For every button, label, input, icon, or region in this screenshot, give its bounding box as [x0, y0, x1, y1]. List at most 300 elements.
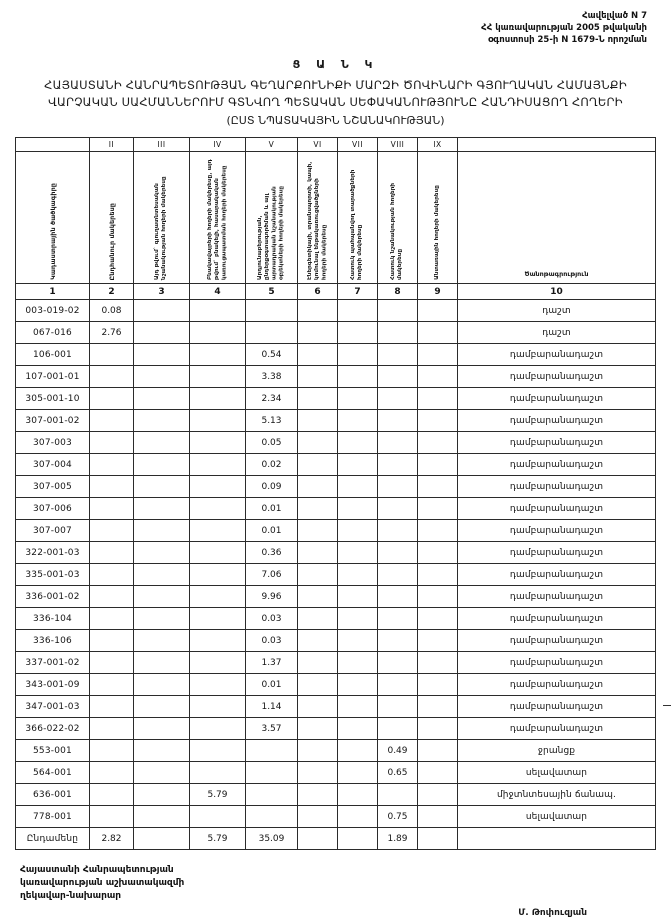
row-c8	[378, 410, 418, 432]
land-registry-table	[15, 137, 656, 850]
document-title-line2: ՎԱՐՉԱԿԱՆ ՍԱՀՄԱՆՆԵՐՈՒՄ ԳՏՆՎՈՂ ՊԵՏԱԿԱՆ ՍԵՓԱԿԱՆՈՒԹՅՈՒՆԸ ՀԱՆԴԻՍԱՑՈՂ ՀՈՂԵՐԻ	[48, 95, 623, 109]
row-c4	[190, 718, 246, 740]
roman-cell-8: VIII	[378, 138, 418, 152]
roman-cell-5: V	[246, 138, 298, 152]
row-code: 107-001-01	[16, 366, 90, 388]
row-c5	[246, 300, 298, 322]
row-code: 636-001	[16, 784, 90, 806]
row-c9	[418, 322, 458, 344]
row-c7	[338, 674, 378, 696]
header-total-area-label: Ընդհանուր մակերեսը	[107, 202, 116, 280]
row-c4	[190, 520, 246, 542]
row-c2	[90, 520, 134, 542]
row-c3	[134, 300, 190, 322]
row-c2	[90, 542, 134, 564]
row-note: դամբարանադաշտ	[458, 718, 656, 740]
row-c2	[90, 476, 134, 498]
row-c8	[378, 432, 418, 454]
table-row	[16, 740, 656, 762]
signatory-title-line3: ղեկավար-նախարար	[20, 891, 122, 901]
row-c9	[418, 740, 458, 762]
row-c7	[338, 608, 378, 630]
row-c9	[418, 608, 458, 630]
row-c4	[190, 366, 246, 388]
row-c9	[418, 366, 458, 388]
row-c3	[134, 806, 190, 828]
row-c4	[190, 652, 246, 674]
colnum-1: 1	[16, 284, 90, 300]
row-c8	[378, 586, 418, 608]
row-c5: 0.36	[246, 542, 298, 564]
header-settlement	[190, 152, 246, 284]
row-c5: 1.14	[246, 696, 298, 718]
table-row	[16, 564, 656, 586]
header-protected-areas-label: Հատուկ պահպանվող տարածքների հողերի մակերեսը	[350, 169, 364, 280]
row-c2	[90, 366, 134, 388]
row-c3	[134, 740, 190, 762]
row-c9	[418, 410, 458, 432]
table-row	[16, 696, 656, 718]
header-special-purpose	[378, 152, 418, 284]
row-c7	[338, 432, 378, 454]
row-c3	[134, 586, 190, 608]
row-c5: 0.09	[246, 476, 298, 498]
row-c4	[190, 762, 246, 784]
row-c8: 0.49	[378, 740, 418, 762]
table-row	[16, 498, 656, 520]
row-note: դամբարանադաշտ	[458, 630, 656, 652]
row-c5: 0.01	[246, 520, 298, 542]
row-c3	[134, 630, 190, 652]
row-code: 003-019-02	[16, 300, 90, 322]
row-c8	[378, 542, 418, 564]
colnum-10: 10	[458, 284, 656, 300]
row-c6	[298, 454, 338, 476]
colnum-7: 7	[338, 284, 378, 300]
row-c6	[298, 564, 338, 586]
table-row	[16, 784, 656, 806]
row-c9	[418, 718, 458, 740]
row-c4	[190, 564, 246, 586]
row-c7	[338, 300, 378, 322]
row-c3	[134, 718, 190, 740]
row-code: 067-016	[16, 322, 90, 344]
row-note: դամբարանադաշտ	[458, 476, 656, 498]
row-c5: 0.03	[246, 630, 298, 652]
roman-cell-9: IX	[418, 138, 458, 152]
row-c5: 0.05	[246, 432, 298, 454]
row-code: 307-004	[16, 454, 90, 476]
row-note: դամբարանադաշտ	[458, 542, 656, 564]
row-c3	[134, 476, 190, 498]
row-c3	[134, 696, 190, 718]
row-c9	[418, 388, 458, 410]
row-note: ջրանցք	[458, 740, 656, 762]
row-c3	[134, 564, 190, 586]
row-note: դամբարանադաշտ	[458, 454, 656, 476]
colnum-5: 5	[246, 284, 298, 300]
row-note: դաշտ	[458, 300, 656, 322]
row-c4	[190, 608, 246, 630]
row-note: դամբարանադաշտ	[458, 608, 656, 630]
header-total-area	[90, 152, 134, 284]
row-code: 366-022-02	[16, 718, 90, 740]
row-c6	[298, 652, 338, 674]
signatory-title-line2: կառավարության աշխատակազմի	[20, 878, 185, 888]
row-c7	[338, 762, 378, 784]
roman-cell-3: III	[134, 138, 190, 152]
table-row	[16, 388, 656, 410]
row-note: միջտնտեսային ճանապ.	[458, 784, 656, 806]
row-c5	[246, 806, 298, 828]
row-c4	[190, 344, 246, 366]
row-c6	[298, 520, 338, 542]
row-c6	[298, 674, 338, 696]
roman-cell-6: VI	[298, 138, 338, 152]
row-c8	[378, 696, 418, 718]
row-note: դամբարանադաշտ	[458, 410, 656, 432]
row-c2	[90, 608, 134, 630]
table-row	[16, 718, 656, 740]
row-c4	[190, 542, 246, 564]
total-c8: 1.89	[378, 828, 418, 850]
row-code: 335-001-03	[16, 564, 90, 586]
row-c2	[90, 806, 134, 828]
row-c8	[378, 476, 418, 498]
row-c8	[378, 608, 418, 630]
row-c6	[298, 740, 338, 762]
signatory-title-line1: Հայաստանի Հանրապետության	[20, 865, 174, 875]
row-c8	[378, 520, 418, 542]
document-reference-line2: ՀՀ կառավարության 2005 թվականի	[481, 23, 647, 33]
row-c2	[90, 784, 134, 806]
total-c6	[298, 828, 338, 850]
table-row	[16, 454, 656, 476]
row-c3	[134, 652, 190, 674]
row-c9	[418, 542, 458, 564]
header-notes	[458, 152, 656, 284]
table-row	[16, 542, 656, 564]
signatory-name: Մ. Թոփուզյան	[518, 908, 587, 918]
row-note: դամբարանադաշտ	[458, 388, 656, 410]
row-c5: 0.01	[246, 498, 298, 520]
header-energy-transport	[298, 152, 338, 284]
row-c4	[190, 432, 246, 454]
row-c2	[90, 718, 134, 740]
row-c8	[378, 498, 418, 520]
total-c5: 35.09	[246, 828, 298, 850]
row-c4	[190, 674, 246, 696]
row-c2	[90, 432, 134, 454]
row-note: դամբարանադաշտ	[458, 344, 656, 366]
row-c9	[418, 696, 458, 718]
row-c9	[418, 652, 458, 674]
row-c2	[90, 740, 134, 762]
row-c5: 7.06	[246, 564, 298, 586]
row-c8	[378, 718, 418, 740]
row-c4: 5.79	[190, 784, 246, 806]
row-code: 337-001-02	[16, 652, 90, 674]
row-c6	[298, 432, 338, 454]
row-code: 336-001-02	[16, 586, 90, 608]
row-c7	[338, 454, 378, 476]
row-code: 307-007	[16, 520, 90, 542]
row-c7	[338, 322, 378, 344]
row-c4	[190, 630, 246, 652]
roman-cell-4: IV	[190, 138, 246, 152]
row-c6	[298, 344, 338, 366]
roman-cell-2: II	[90, 138, 134, 152]
row-c7	[338, 520, 378, 542]
row-note: սելավատար	[458, 762, 656, 784]
table-row	[16, 674, 656, 696]
row-c2: 0.08	[90, 300, 134, 322]
row-c9	[418, 520, 458, 542]
header-cadastral-code	[16, 152, 90, 284]
row-c3	[134, 410, 190, 432]
row-code: 347-001-03	[16, 696, 90, 718]
row-note: դամբարանադաշտ	[458, 586, 656, 608]
total-c4: 5.79	[190, 828, 246, 850]
row-c8	[378, 630, 418, 652]
row-c2	[90, 696, 134, 718]
document-footer	[14, 864, 657, 924]
row-c5	[246, 322, 298, 344]
header-agricultural-label: Այդ թվում` գյուղատնտեսական նշանակության հողերի մակերեսը	[154, 176, 168, 280]
row-c2	[90, 388, 134, 410]
header-settlement-label: Բնակավայրերի հողերի մակերեսը, այդ թվում` բնակելի, հասարակական կառուցապատման հողերի մակերեսը	[206, 159, 228, 280]
row-c9	[418, 762, 458, 784]
row-note: դամբարանադաշտ	[458, 674, 656, 696]
row-note: դամբարանադաշտ	[458, 652, 656, 674]
row-code: 307-006	[16, 498, 90, 520]
row-c2	[90, 564, 134, 586]
row-note: դամբարանադաշտ	[458, 696, 656, 718]
row-code: 322-001-03	[16, 542, 90, 564]
row-c5	[246, 762, 298, 784]
row-c9	[418, 344, 458, 366]
header-agricultural	[134, 152, 190, 284]
row-note: դամբարանադաշտ	[458, 498, 656, 520]
row-c8	[378, 388, 418, 410]
row-c5: 0.03	[246, 608, 298, 630]
row-c3	[134, 344, 190, 366]
roman-cell-7: VII	[338, 138, 378, 152]
row-c5: 5.13	[246, 410, 298, 432]
header-forest	[418, 152, 458, 284]
row-c8	[378, 322, 418, 344]
row-c9	[418, 586, 458, 608]
page-edge-mark	[663, 705, 671, 706]
row-c6	[298, 410, 338, 432]
row-c5: 9.96	[246, 586, 298, 608]
table-total-row	[16, 828, 656, 850]
row-c8: 0.65	[378, 762, 418, 784]
row-c3	[134, 608, 190, 630]
row-c8	[378, 784, 418, 806]
total-c7	[338, 828, 378, 850]
row-note: դամբարանադաշտ	[458, 564, 656, 586]
header-energy-transport-label: Էներգետիկայի, տրանսպորտի, կապի, կոմունալ ենթակառուցվածքների հողերի մակերեսը	[306, 161, 328, 280]
row-c9	[418, 300, 458, 322]
colnum-8: 8	[378, 284, 418, 300]
row-note: սելավատար	[458, 806, 656, 828]
signatory-title	[20, 864, 657, 903]
row-c8	[378, 344, 418, 366]
row-c6	[298, 806, 338, 828]
row-c5	[246, 740, 298, 762]
header-industrial-label: Արդյունաբերության, ընդերքօգտագործման և այլ արտադրական նշանակության օբյեկտների հողերի մակերեսը	[257, 185, 285, 280]
row-c6	[298, 498, 338, 520]
row-c4	[190, 322, 246, 344]
row-c2	[90, 410, 134, 432]
row-c4	[190, 476, 246, 498]
row-c6	[298, 784, 338, 806]
row-c5: 1.37	[246, 652, 298, 674]
row-c8	[378, 300, 418, 322]
row-c3	[134, 520, 190, 542]
row-code: 307-005	[16, 476, 90, 498]
row-c9	[418, 630, 458, 652]
row-c6	[298, 322, 338, 344]
document-reference-line3: օգոստոսի 25-ի N 1679-Ն որոշման	[488, 35, 647, 45]
row-c6	[298, 366, 338, 388]
column-number-row	[16, 284, 656, 300]
row-c3	[134, 674, 190, 696]
row-c5: 0.02	[246, 454, 298, 476]
row-c7	[338, 388, 378, 410]
table-row	[16, 762, 656, 784]
row-c6	[298, 388, 338, 410]
row-c3	[134, 322, 190, 344]
row-c3	[134, 366, 190, 388]
row-c9	[418, 564, 458, 586]
row-c6	[298, 476, 338, 498]
row-c6	[298, 608, 338, 630]
row-c6	[298, 718, 338, 740]
row-c6	[298, 696, 338, 718]
total-c9	[418, 828, 458, 850]
colnum-2: 2	[90, 284, 134, 300]
row-c7	[338, 718, 378, 740]
row-c7	[338, 652, 378, 674]
row-c3	[134, 454, 190, 476]
table-row	[16, 432, 656, 454]
row-c7	[338, 806, 378, 828]
row-c5: 3.57	[246, 718, 298, 740]
row-c4	[190, 410, 246, 432]
row-c4	[190, 740, 246, 762]
row-c6	[298, 762, 338, 784]
row-note: դամբարանադաշտ	[458, 520, 656, 542]
table-row	[16, 630, 656, 652]
row-c5	[246, 784, 298, 806]
row-c4	[190, 586, 246, 608]
row-c2	[90, 454, 134, 476]
row-c2	[90, 674, 134, 696]
table-row	[16, 652, 656, 674]
row-c9	[418, 674, 458, 696]
row-c3	[134, 388, 190, 410]
row-c7	[338, 542, 378, 564]
row-c2	[90, 762, 134, 784]
table-header-row	[16, 152, 656, 284]
row-note: դամբարանադաշտ	[458, 366, 656, 388]
document-reference-line1: Հավելված N 7	[582, 11, 647, 21]
table-row	[16, 366, 656, 388]
colnum-9: 9	[418, 284, 458, 300]
table-row	[16, 344, 656, 366]
row-c9	[418, 476, 458, 498]
total-c3	[134, 828, 190, 850]
row-c5: 0.01	[246, 674, 298, 696]
row-c2: 2.76	[90, 322, 134, 344]
row-c9	[418, 432, 458, 454]
row-c4	[190, 806, 246, 828]
header-forest-label: Անտառային հողերի մակերեսը	[433, 185, 440, 280]
row-c5: 3.38	[246, 366, 298, 388]
total-note	[458, 828, 656, 850]
row-c3	[134, 432, 190, 454]
document-title-line1: ՀԱՅԱՍՏԱՆԻ ՀԱՆՐԱՊԵՏՈՒԹՅԱՆ ԳԵՂԱՐՔՈՒՆԻՔԻ ՄԱՐԶԻ ԾՈՎԻՆԱՐԻ ԳՅՈՒՂԱԿԱՆ ՀԱՄԱՅՆՔԻ	[44, 78, 627, 92]
row-note: դաշտ	[458, 322, 656, 344]
row-c7	[338, 476, 378, 498]
colnum-6: 6	[298, 284, 338, 300]
row-code: 336-104	[16, 608, 90, 630]
row-c3	[134, 498, 190, 520]
row-c7	[338, 498, 378, 520]
document-reference	[14, 10, 657, 46]
row-c4	[190, 498, 246, 520]
row-c8	[378, 674, 418, 696]
row-c9	[418, 454, 458, 476]
row-code: 106-001	[16, 344, 90, 366]
table-row	[16, 322, 656, 344]
row-c3	[134, 762, 190, 784]
row-c3	[134, 542, 190, 564]
row-c2	[90, 586, 134, 608]
row-code: 343-001-09	[16, 674, 90, 696]
row-c7	[338, 344, 378, 366]
row-c7	[338, 366, 378, 388]
row-c4	[190, 454, 246, 476]
row-c7	[338, 696, 378, 718]
header-cadastral-code-label: Կադաստրային ծածկագիրը	[48, 183, 57, 280]
row-c4	[190, 300, 246, 322]
row-code: 778-001	[16, 806, 90, 828]
row-c6	[298, 630, 338, 652]
table-row	[16, 608, 656, 630]
row-code: 336-106	[16, 630, 90, 652]
header-notes-label: Ծանոթագրություն	[524, 270, 589, 278]
row-c5: 2.34	[246, 388, 298, 410]
row-c2	[90, 498, 134, 520]
table-row	[16, 806, 656, 828]
row-c7	[338, 564, 378, 586]
row-note: դամբարանադաշտ	[458, 432, 656, 454]
row-c7	[338, 586, 378, 608]
roman-cell-1	[16, 138, 90, 152]
row-c7	[338, 740, 378, 762]
row-c9	[418, 806, 458, 828]
table-row	[16, 410, 656, 432]
total-c2: 2.82	[90, 828, 134, 850]
row-c5: 0.54	[246, 344, 298, 366]
row-code: 307-003	[16, 432, 90, 454]
colnum-3: 3	[134, 284, 190, 300]
row-c8	[378, 366, 418, 388]
roman-numeral-row	[16, 138, 656, 152]
